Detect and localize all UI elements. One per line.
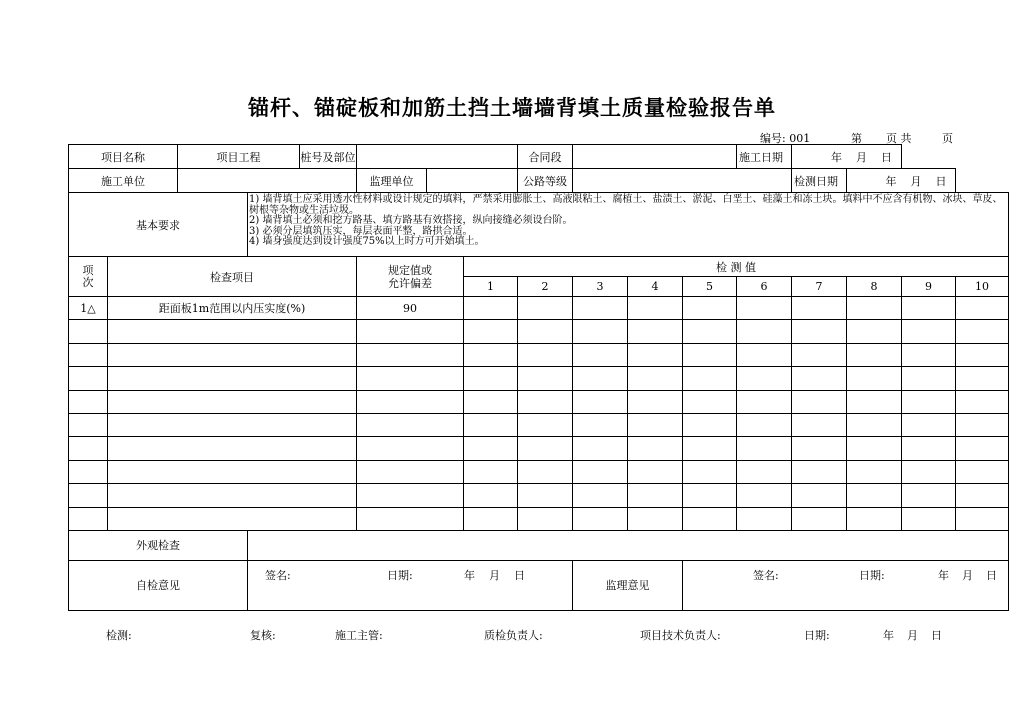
requirements-text: [248, 193, 1009, 257]
measured-value-cell[interactable]: [737, 437, 792, 460]
opinion-row: [69, 560, 1009, 610]
row-spec: [357, 484, 464, 507]
measured-value-cell[interactable]: [792, 437, 847, 460]
station-value[interactable]: [357, 145, 518, 169]
measured-value-cell[interactable]: [956, 320, 1009, 343]
row-item-name: [108, 343, 357, 366]
self-check-month: 月: [489, 569, 500, 583]
self-check-day: 日: [514, 569, 525, 583]
measured-value-cell[interactable]: [628, 343, 683, 366]
measured-value-cell[interactable]: [464, 437, 518, 460]
road-grade-label: 公路等级: [518, 169, 573, 193]
measured-value-cell[interactable]: [902, 484, 956, 507]
row-item-no: [69, 460, 108, 483]
measured-value-cell[interactable]: [737, 413, 792, 436]
table-row: [69, 390, 1009, 413]
requirements-row: [69, 193, 1009, 257]
measured-value-cell[interactable]: [792, 367, 847, 390]
row-spec: 90: [357, 297, 464, 320]
measured-value-cell[interactable]: [737, 460, 792, 483]
measured-value-cell[interactable]: [847, 437, 902, 460]
measured-col-3: 3: [573, 277, 628, 297]
construction-unit-value[interactable]: [178, 169, 357, 193]
measured-value-cell[interactable]: [847, 367, 902, 390]
measured-col-10: 10: [956, 277, 1009, 297]
row-item-name: [108, 367, 357, 390]
measured-value-cell[interactable]: [573, 507, 628, 530]
table-row: [69, 367, 1009, 390]
page-of-label: 页 共: [886, 132, 912, 145]
measured-value-cell[interactable]: [683, 460, 737, 483]
measured-value-cell[interactable]: [628, 297, 683, 320]
row-item-name: [108, 320, 357, 343]
appearance-label: 外观检查: [69, 530, 248, 560]
row-item-name: [108, 413, 357, 436]
measured-col-5: 5: [683, 277, 737, 297]
measured-value-cell[interactable]: [573, 484, 628, 507]
measured-value-cell[interactable]: [737, 367, 792, 390]
measured-value-cell[interactable]: [628, 437, 683, 460]
row-item-name: [108, 460, 357, 483]
row-item-no: [69, 484, 108, 507]
row-item-name: 距面板1m范围以内压实度(%): [108, 297, 357, 320]
measured-value-cell[interactable]: [902, 437, 956, 460]
supervision-unit-label: 监理单位: [357, 169, 427, 193]
measured-value-cell[interactable]: [464, 320, 518, 343]
footer-inspector: 检测:: [106, 629, 132, 642]
measured-value-cell[interactable]: [792, 390, 847, 413]
contract-label: 合同段: [518, 145, 573, 169]
measured-value-cell[interactable]: [518, 484, 573, 507]
self-check-date: 日期:: [387, 569, 413, 583]
measured-value-cell[interactable]: [573, 460, 628, 483]
table-row: [69, 484, 1009, 507]
project-name-label: 项目名称: [69, 145, 178, 169]
report-title: 锚杆、锚碇板和加筋土挡土墙墙背填土质量检验报告单: [248, 96, 776, 120]
measured-value-cell[interactable]: [518, 343, 573, 366]
row-item-name: [108, 484, 357, 507]
requirement-2: 2) 墙背填土必须和挖方路基、填方路基有效搭接，纵向接缝必须设台阶。: [249, 215, 573, 226]
contract-value[interactable]: [573, 145, 737, 169]
measured-value-cell[interactable]: [464, 460, 518, 483]
supervision-date: 日期:: [859, 569, 885, 583]
footer-month: 月: [907, 629, 918, 642]
footer-day: 日: [931, 629, 942, 642]
row-item-name: [108, 437, 357, 460]
measured-value-cell[interactable]: [573, 297, 628, 320]
footer-tech-chief: 项目技术负责人:: [640, 629, 721, 642]
measured-value-cell[interactable]: [847, 297, 902, 320]
measured-col-2: 2: [518, 277, 573, 297]
page-end-label: 页: [942, 132, 953, 145]
measured-col-4: 4: [628, 277, 683, 297]
self-check-label: 自检意见: [69, 560, 248, 610]
supervision-opinion-label: 监理意见: [573, 560, 683, 610]
item-no-header: 项 次: [69, 257, 108, 297]
measured-value-cell[interactable]: [573, 437, 628, 460]
measured-value-cell[interactable]: [464, 343, 518, 366]
supervision-unit-value[interactable]: [427, 169, 518, 193]
measured-value-cell[interactable]: [518, 437, 573, 460]
measured-value-cell[interactable]: [902, 460, 956, 483]
appearance-value[interactable]: [248, 530, 1009, 560]
measured-value-cell[interactable]: [902, 413, 956, 436]
measured-value-cell[interactable]: [847, 390, 902, 413]
row-item-no: [69, 320, 108, 343]
row-spec: [357, 390, 464, 413]
footer-date: 日期:: [804, 629, 830, 642]
measured-value-cell[interactable]: [956, 484, 1009, 507]
row-item-no: [69, 367, 108, 390]
measured-value-cell[interactable]: [737, 507, 792, 530]
measured-value-cell[interactable]: [792, 297, 847, 320]
table-row: [69, 437, 1009, 460]
measured-value-cell[interactable]: [737, 484, 792, 507]
footer-construction-chief: 施工主管:: [335, 629, 383, 642]
measured-value-cell[interactable]: [628, 367, 683, 390]
table-row: [69, 320, 1009, 343]
row-spec: [357, 460, 464, 483]
item-header: 检查项目: [108, 257, 357, 297]
construction-unit-label: 施工单位: [69, 169, 178, 193]
measured-value-cell[interactable]: [464, 367, 518, 390]
measured-value-cell[interactable]: [573, 343, 628, 366]
measured-value-cell[interactable]: [683, 413, 737, 436]
row-spec: [357, 343, 464, 366]
measured-value-cell[interactable]: [956, 297, 1009, 320]
self-check-sign: 签名:: [265, 569, 291, 583]
measured-value-cell[interactable]: [464, 390, 518, 413]
measured-value-cell[interactable]: [573, 413, 628, 436]
measured-value-cell[interactable]: [847, 413, 902, 436]
measured-value-cell[interactable]: [518, 367, 573, 390]
row-item-no: [69, 413, 108, 436]
measured-value-cell[interactable]: [573, 390, 628, 413]
measured-value-cell[interactable]: [956, 367, 1009, 390]
measured-value-cell[interactable]: [683, 507, 737, 530]
measured-value-cell[interactable]: [518, 507, 573, 530]
row-spec: [357, 367, 464, 390]
measured-value-cell[interactable]: [628, 320, 683, 343]
row-item-no: [69, 390, 108, 413]
measured-value-cell[interactable]: [737, 343, 792, 366]
measured-value-cell[interactable]: [737, 297, 792, 320]
measured-col-6: 6: [737, 277, 792, 297]
measured-value-cell[interactable]: [956, 390, 1009, 413]
measured-col-1: 1: [464, 277, 518, 297]
measured-value-cell[interactable]: [683, 484, 737, 507]
report-code: 编号: 001: [760, 132, 811, 145]
measured-value-cell[interactable]: [847, 484, 902, 507]
measured-value-cell[interactable]: [956, 460, 1009, 483]
column-header-row-1: [69, 257, 1009, 277]
inspection-date-label: 检测日期: [792, 169, 847, 193]
header-row-2: [69, 169, 1009, 193]
requirements-label: 基本要求: [69, 193, 248, 257]
measured-value-cell[interactable]: [573, 320, 628, 343]
measured-value-cell[interactable]: [847, 460, 902, 483]
measured-value-cell[interactable]: [628, 484, 683, 507]
page-label: 第: [851, 132, 862, 145]
measured-value-cell[interactable]: [464, 413, 518, 436]
row-spec: [357, 437, 464, 460]
measured-value-cell[interactable]: [902, 390, 956, 413]
measured-value-cell[interactable]: [847, 507, 902, 530]
measured-value-cell[interactable]: [792, 343, 847, 366]
requirement-1: 1) 墙背填土应采用透水性材料或设计规定的填料，严禁采用膨胀土、高液限粘土、腐植土、盐渍土、淤泥、白垩土、硅藻土和冻土块。填料中不应含有机物、冰块、草皮、树根等杂物或生活垃圾。: [249, 194, 1003, 216]
self-check-value[interactable]: [248, 560, 573, 610]
construction-date-value[interactable]: 年 月 日: [792, 145, 902, 169]
measured-col-9: 9: [902, 277, 956, 297]
row-spec: [357, 507, 464, 530]
table-row: [69, 460, 1009, 483]
table-row: [69, 343, 1009, 366]
measured-value-cell[interactable]: [628, 460, 683, 483]
measured-value-cell[interactable]: [902, 507, 956, 530]
measured-value-cell[interactable]: [792, 320, 847, 343]
spec-header: 规定值或 允许偏差: [357, 257, 464, 297]
measured-value-cell[interactable]: [683, 367, 737, 390]
measured-value-cell[interactable]: [902, 320, 956, 343]
measured-value-cell[interactable]: [573, 367, 628, 390]
supervision-sign: 签名:: [753, 569, 779, 583]
measured-value-cell[interactable]: [518, 297, 573, 320]
supervision-year: 年: [938, 569, 950, 583]
measured-value-cell[interactable]: [628, 413, 683, 436]
project-name-value: 项目工程: [178, 145, 300, 169]
data-rows: [69, 297, 1009, 531]
supervision-month: 月: [962, 569, 974, 583]
measured-value-cell[interactable]: [628, 507, 683, 530]
row-item-no: 1△: [69, 297, 108, 320]
measured-value-cell[interactable]: [792, 507, 847, 530]
measured-value-cell[interactable]: [902, 343, 956, 366]
requirement-3: 3) 必须分层填筑压实，每层表面平整，路拱合适。: [249, 225, 473, 237]
measured-value-cell[interactable]: [518, 460, 573, 483]
measured-value-cell[interactable]: [847, 320, 902, 343]
measured-value-cell[interactable]: [847, 343, 902, 366]
measured-value-cell[interactable]: [737, 390, 792, 413]
construction-date-label: 施工日期: [737, 145, 792, 169]
measured-value-cell[interactable]: [683, 343, 737, 366]
measured-value-cell[interactable]: [902, 297, 956, 320]
row-spec: [357, 413, 464, 436]
self-check-year: 年: [464, 569, 475, 583]
inspection-date-value[interactable]: 年 月 日: [847, 169, 956, 193]
header-row-1: [69, 145, 1009, 169]
measured-value-cell[interactable]: [518, 320, 573, 343]
measured-header: 检 测 值: [464, 257, 1009, 277]
measured-value-cell[interactable]: [518, 413, 573, 436]
measured-value-cell[interactable]: [464, 507, 518, 530]
measured-value-cell[interactable]: [464, 297, 518, 320]
footer-year: 年: [883, 629, 894, 642]
measured-value-cell[interactable]: [956, 437, 1009, 460]
requirement-4: 4) 墙身强度达到设计强度75%以上时方可开始填土。: [249, 236, 485, 247]
measured-col-8: 8: [847, 277, 902, 297]
measured-value-cell[interactable]: [956, 507, 1009, 530]
row-item-name: [108, 390, 357, 413]
report-table: [68, 144, 1009, 611]
row-item-no: [69, 343, 108, 366]
measured-value-cell[interactable]: [683, 320, 737, 343]
table-row: [69, 507, 1009, 530]
table-row: [69, 413, 1009, 436]
measured-value-cell[interactable]: [683, 437, 737, 460]
measured-value-cell[interactable]: [518, 390, 573, 413]
supervision-day: 日: [986, 569, 998, 583]
measured-value-cell[interactable]: [737, 320, 792, 343]
measured-col-7: 7: [792, 277, 847, 297]
appearance-row: [69, 530, 1009, 560]
row-item-name: [108, 507, 357, 530]
footer-qc-chief: 质检负责人:: [484, 629, 543, 642]
measured-value-cell[interactable]: [464, 484, 518, 507]
measured-value-cell[interactable]: [683, 390, 737, 413]
table-row: [69, 297, 1009, 320]
measured-value-cell[interactable]: [792, 484, 847, 507]
station-label: 桩号及部位: [300, 145, 357, 169]
measured-value-cell[interactable]: [956, 413, 1009, 436]
row-spec: [357, 320, 464, 343]
measured-value-cell[interactable]: [683, 297, 737, 320]
row-item-no: [69, 437, 108, 460]
measured-value-cell[interactable]: [792, 460, 847, 483]
footer-reviewer: 复核:: [250, 629, 276, 642]
measured-value-cell[interactable]: [628, 390, 683, 413]
road-grade-value[interactable]: [573, 169, 792, 193]
measured-value-cell[interactable]: [956, 343, 1009, 366]
supervision-opinion-value[interactable]: [683, 560, 1009, 610]
row-item-no: [69, 507, 108, 530]
measured-value-cell[interactable]: [902, 367, 956, 390]
measured-value-cell[interactable]: [792, 413, 847, 436]
